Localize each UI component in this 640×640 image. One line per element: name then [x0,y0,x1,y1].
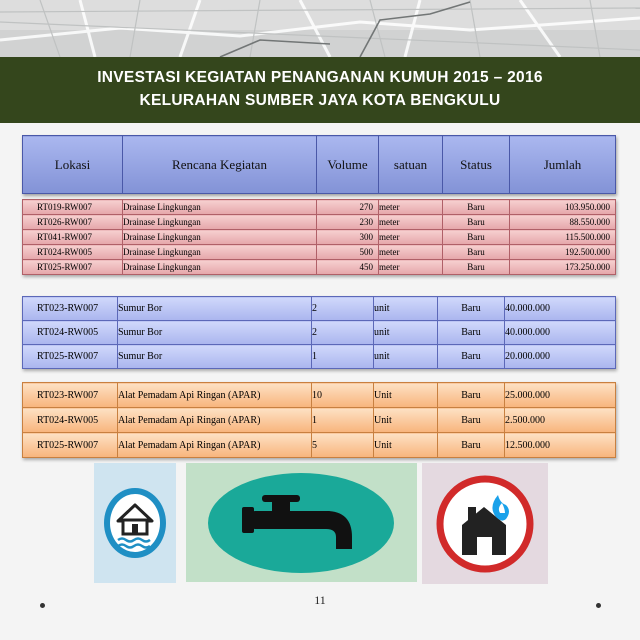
cell-volume: 2 [312,321,374,345]
cell-satuan: meter [379,245,443,260]
header-volume: Volume [317,136,379,194]
cell-satuan: unit [374,297,438,321]
cell-kegiatan: Drainase Lingkungan [123,230,317,245]
table-row [23,230,616,245]
cell-volume: 450 [317,260,379,275]
cell-volume: 230 [317,215,379,230]
table-row [23,321,616,345]
cell-status: Baru [443,215,510,230]
header-satuan: satuan [379,136,443,194]
cell-lokasi: RT024-RW005 [23,408,118,433]
page-number: 11 [314,593,326,607]
cell-kegiatan: Sumur Bor [118,321,312,345]
cell-jumlah: 20.000.000 [505,345,616,369]
cell-satuan: Unit [374,383,438,408]
table-sumur-bor [22,296,616,369]
cell-kegiatan: Drainase Lingkungan [123,260,317,275]
header-jumlah: Jumlah [510,136,616,194]
cell-status: Baru [438,321,505,345]
table-row [23,215,616,230]
cell-kegiatan: Alat Pemadam Api Ringan (APAR) [118,408,312,433]
house-fire-icon [422,463,548,584]
cell-jumlah: 40.000.000 [505,321,616,345]
cell-kegiatan: Alat Pemadam Api Ringan (APAR) [118,433,312,458]
title-line-1: INVESTASI KEGIATAN PENANGANAN KUMUH 2015 – 2016 [97,69,543,86]
cell-status: Baru [438,297,505,321]
cell-kegiatan: Drainase Lingkungan [123,215,317,230]
cell-volume: 1 [312,408,374,433]
title-line-2: KELURAHAN SUMBER JAYA KOTA BENGKULU [139,92,501,109]
table-row [23,200,616,215]
cell-satuan: Unit [374,408,438,433]
cell-satuan: Unit [374,433,438,458]
cell-status: Baru [438,345,505,369]
cell-jumlah: 192.500.000 [510,245,616,260]
cell-status: Baru [443,230,510,245]
cell-lokasi: RT024-RW005 [23,321,118,345]
cell-satuan: unit [374,345,438,369]
cell-jumlah: 40.000.000 [505,297,616,321]
cell-lokasi: RT025-RW007 [23,345,118,369]
water-tap-icon [186,463,417,582]
title-bar [0,57,640,123]
cell-jumlah: 103.950.000 [510,200,616,215]
cell-jumlah: 88.550.000 [510,215,616,230]
table-row [23,408,616,433]
cell-lokasi: RT023-RW007 [23,297,118,321]
cell-satuan: meter [379,200,443,215]
cell-lokasi: RT025-RW007 [23,260,123,275]
cell-jumlah: 115.500.000 [510,230,616,245]
cell-lokasi: RT041-RW007 [23,230,123,245]
table-row [23,433,616,458]
cell-volume: 300 [317,230,379,245]
cell-satuan: meter [379,260,443,275]
map-banner [0,0,640,57]
cell-volume: 270 [317,200,379,215]
cell-lokasi: RT019-RW007 [23,200,123,215]
cell-status: Baru [443,245,510,260]
cell-kegiatan: Drainase Lingkungan [123,245,317,260]
cell-lokasi: RT023-RW007 [23,383,118,408]
cell-volume: 10 [312,383,374,408]
cell-satuan: meter [379,230,443,245]
cell-volume: 500 [317,245,379,260]
cell-jumlah: 173.250.000 [510,260,616,275]
cell-lokasi: RT026-RW007 [23,215,123,230]
cell-status: Baru [438,383,505,408]
cell-satuan: unit [374,321,438,345]
table-apar [22,382,616,458]
cell-status: Baru [438,433,505,458]
map-image [0,0,640,57]
cell-volume: 5 [312,433,374,458]
table-drainase [22,199,616,275]
table-row [23,383,616,408]
cell-volume: 2 [312,297,374,321]
table-row [23,345,616,369]
cell-jumlah: 25.000.000 [505,383,616,408]
cell-volume: 1 [312,345,374,369]
cell-lokasi: RT024-RW005 [23,245,123,260]
cell-jumlah: 12.500.000 [505,433,616,458]
cell-jumlah: 2.500.000 [505,408,616,433]
cell-lokasi: RT025-RW007 [23,433,118,458]
cell-status: Baru [438,408,505,433]
cell-kegiatan: Sumur Bor [118,297,312,321]
table-row [23,260,616,275]
table-row [23,245,616,260]
cell-kegiatan: Alat Pemadam Api Ringan (APAR) [118,383,312,408]
cell-kegiatan: Drainase Lingkungan [123,200,317,215]
header-lokasi: Lokasi [23,136,123,194]
cell-kegiatan: Sumur Bor [118,345,312,369]
cell-satuan: meter [379,215,443,230]
house-water-icon [94,463,176,583]
header-rencana-kegiatan: Rencana Kegiatan [123,136,317,194]
table-row [23,297,616,321]
footer-dot-right [596,603,601,608]
cell-status: Baru [443,200,510,215]
cell-status: Baru [443,260,510,275]
table-header [22,135,616,194]
header-status: Status [443,136,510,194]
